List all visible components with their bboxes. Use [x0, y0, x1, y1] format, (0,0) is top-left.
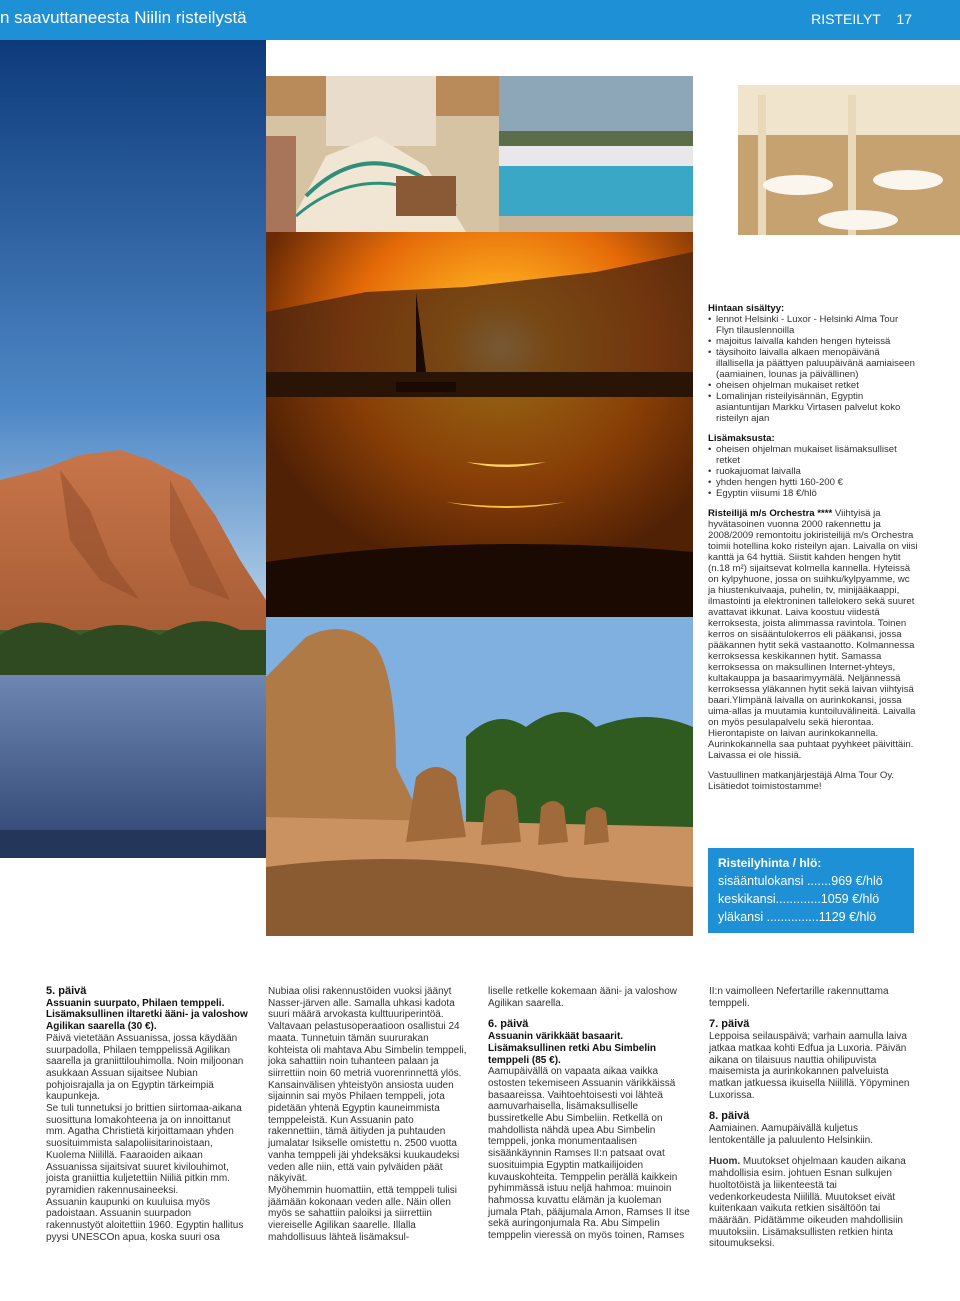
list-item: • yhden hengen hytti 160-200 €	[708, 477, 918, 488]
itinerary-column-4	[709, 986, 911, 1250]
note	[709, 1156, 911, 1250]
info-sidebar	[708, 303, 918, 792]
ship-atrium-photo	[266, 76, 499, 232]
paragraph: Päivä vietetään Assuanissa, jossa käydään suurpadolla, Philaen temppelissä Agilikan saarella ja graniittilouhimolla. Noin miljoonan asukkaan Assuan sijaitsee Nubian pohjoisrajalla ja on Egyptin tärkeimpiä kaupunkeja.	[46, 1032, 244, 1103]
ship-title: Risteilijä m/s Orchestra ****	[708, 508, 833, 519]
paragraph: Assuanin kaupunki on kuuluisa myös padoistaan. Assuanin suurpadon rakennustyöt aloitettiin 1960. Egyptin hallitus pyysi UNESCOn apua, koska suuri osa	[46, 1196, 244, 1243]
list-item: • majoitus laivalla kahden hengen hyteissä	[708, 336, 918, 347]
list-item: • lennot Helsinki - Luxor - Helsinki Alma Tour Flyn tilauslennoilla	[708, 314, 918, 336]
paragraph: Kansainvälisen yhteistyön ansiosta uuden sijainnin sai myös Philaen temppeli, jota pidetään yhtenä Egyptin kauneimmista temppeleistä. Kun Assuanin pato rakennettiin, tämä äitiyden ja puhtauden jumalatar Isikselle omistettu n. 2500 vuotta vanha temppeli jäi yhdeksäksi kuukaudeksi veden alle niin, että vain pylväiden päät näkyivät.	[268, 1079, 460, 1185]
price-heading: Risteilyhinta / hlö:	[718, 856, 822, 870]
price-line: yläkansi ...............1129 €/hlö	[718, 910, 877, 924]
paragraph: II:n vaimolleen Nefertarille rakennuttama temppeli.	[709, 986, 889, 1009]
article-title: n saavuttaneesta Niilin risteilystä	[0, 8, 247, 27]
day-heading: 7. päivä	[709, 1018, 750, 1031]
list-item: • ruokajuomat laivalla	[708, 466, 918, 477]
note-text: Muutokset ohjelmaan kauden aikana mahdollisia esim. johtuen Esnan sulkujen huoltotöistä ja liikenteestä tai vedenkorkeudesta Niilillä. Muutokset eivät kuitenkaan vaikuta retkien sisältöön tai määrään. Pidätämme oikeuden mahdollisiin muutoksiin. Lisämaksullisten retkien hinta sitoumukseksi.	[709, 1156, 906, 1250]
list-item: • Lomalinjan risteilyisännän, Egyptin asiantuntijan Markku Virtasen palvelut koko risteilyn ajan	[708, 391, 918, 424]
itinerary-column-3	[488, 986, 690, 1242]
list-item: • täysihoito laivalla alkaen menopäivänä illallisella ja päättyen paluupäivänä aamiaiseen (aamiainen, lounas ja päivällinen)	[708, 347, 918, 380]
section-label	[811, 11, 912, 27]
list-item: • Egyptin viisumi 18 €/hlö	[708, 488, 918, 499]
extra-list	[708, 444, 918, 499]
paragraph: Nubiaa olisi rakennustöiden vuoksi jäänyt Nasser-järven alle. Samalla uhkasi kadota suuri määrä arvokasta kulttuuriperintöä. Valtavaan pelastusoperaatioon osallistui 24 maata. Tunnetuin tämän suururakan kohteista oli mahtava Abu Simbelin temppeli, joka sahattiin noin tuhanteen palaan ja siirrettiin noin 60 metriä vuorenrinnettä ylös.	[268, 986, 467, 1079]
day-subheading: Assuanin suurpato, Philaen temppeli. Lisämaksullinen iltaretki ääni- ja valoshow Agilikan saarella (30 €).	[46, 997, 248, 1033]
organizer-note: Vastuullinen matkanjärjestäjä Alma Tour Oy. Lisätiedot toimistostamme!	[708, 770, 895, 792]
page-header	[0, 0, 960, 40]
paragraph: liselle retkelle kokemaan ääni- ja valoshow Agilikan saarella.	[488, 986, 677, 1009]
price-line: keskikansi.............1059 €/hlö	[718, 892, 880, 906]
itinerary-column-2	[268, 986, 470, 1243]
paragraph: Aamiainen. Aamupäivällä kuljetus lentokentälle ja paluulento Helsinkiin.	[709, 1123, 873, 1146]
list-item: • oheisen ohjelman mukaiset retket	[708, 380, 918, 391]
paragraph: Aamupäivällä on vapaata aikaa vaikka ostosten tekemiseen Assuanin värikkäissä basaareissa. Vaihtoehtoisesti voi lähteä aamuvarhaisella, lisämaksulliselle bussiretkelle Abu Simbeliin. Retkellä on mahdollista nähdä upea Abu Simbelin temppeli, jonka monumentaalisen sisäänkäynnin Ramses II:n patsaat ovat suosituimpia Egyptin matkailijoiden kuvauskohteita. Temppelin perällä kaikkein pyhimmässä istuu neljä hahmoa: muinoin hahmossa kuvattu elämän ja kuoleman jumala Ptah, pääjumala Amon, Ramses II itse sekä auringonjumala Ra. Abu Simpelin temppelin vieressä on myös toinen, Ramses	[488, 1066, 690, 1242]
sphinx-avenue-photo	[266, 617, 693, 936]
included-list	[708, 314, 918, 424]
extra-heading: Lisämaksusta:	[708, 433, 775, 444]
paragraph: Myöhemmin huomattiin, että temppeli tulisi jäämään kokonaan veden alle. Näin ollen myös se sahattiin paloiksi ja siirrettiin viereiselle Agilikan saarelle. Illalla mahdollisuus lähteä lisämaksul-	[268, 1184, 457, 1243]
restaurant-photo	[738, 85, 960, 235]
paragraph: Leppoisa seilauspäivä; varhain aamulla laiva jatkaa matkaa kohti Edfua ja Luxoria. Päivän aikana on tilaisuus nauttia ohilipuvista maisemista ja aurinkokannen palveluista matkan jatkuessa ikuisella Niilillä. Yöpyminen Luxorissa.	[709, 1031, 910, 1101]
nile-sunset-photo	[266, 232, 693, 617]
nile-mountain-photo	[0, 40, 266, 858]
paragraph: Se tuli tunnetuksi jo brittien siirtomaa-aikana suosittuna lomakohteena ja on innoittanut mm. Agatha Christietä kirjoittamaan yhden suosituimmista salapoliisitarinoistaan, Kuolema Niilillä. Faaraoiden aikaan Assuanissa sijaitsivat suuret kivilouhimot, joista graniittia kuljetettiin Niiliä pitkin mm. pyramidien rakennusaineeksi.	[46, 1103, 242, 1196]
itinerary-column-1	[46, 986, 248, 1243]
page-number: 17	[896, 11, 912, 27]
included-heading: Hintaan sisältyy:	[708, 303, 785, 314]
day-heading: 6. päivä	[488, 1018, 529, 1031]
day-heading: 5. päivä	[46, 985, 87, 997]
price-box	[708, 848, 914, 933]
pool-deck-photo	[499, 76, 693, 232]
section-name: RISTEILYT	[811, 11, 881, 27]
day-heading: 8. päivä	[709, 1110, 750, 1123]
note-label: Huom.	[709, 1156, 741, 1168]
ship-description	[708, 508, 918, 761]
ship-text: Viihtyisä ja hyvätasoinen vuonna 2000 rakennettu ja 2008/2009 remontoitu jokiristeilijä m/s Orchestra toimii hotellina koko risteilyn ajan. Laivalla on viisi kanttä ja 64 hyttiä. Siistit kahden hengen hytit (n.18 m²) sijaitsevat kolmella kannella. Hyteissä on kylpyhuone, jossa on suihku/kylpyamme, wc ja hiustenkuivaaja, puhelin, tv, minijääkaappi, ilmastointi ja elektroninen tallelokero sekä suuret avattavat ikkunat. Laiva koostuu viidestä kerroksesta, joista alimmassa ravintola. Toinen kerros on sisääntulokerros eli pääkansi, jossa pääkannen hytit sekä vastaanotto. Kolmannessa kerroksessa keskikannen hytit. Samassa kerroksessa on maksullinen Internet-yhteys, kultakauppa ja basaarimyymälä. Neljännessä kerroksessa yläkannen hytit sekä laivan viihtyisä baari.Ylimpänä laivalla on aurinkokansi, jossa uima-allas ja muutamia kuntoiluvälineitä. Laivalla on myös pesulapalvelu sekä hierontaa. Hierontapiste on laivan aurinkokannella. Aurinkokannella saa puhtaat pyyhkeet päivittäin. Laivassa ei ole hissiä.	[708, 508, 918, 761]
day-subheading: Assuanin värikkäät basaarit. Lisämaksullinen retki Abu Simbelin temppeli (85 €).	[488, 1031, 657, 1066]
list-item: • oheisen ohjelman mukaiset lisämaksulliset retket	[708, 444, 918, 466]
price-line: sisääntulokansi .......969 €/hlö	[718, 874, 883, 888]
